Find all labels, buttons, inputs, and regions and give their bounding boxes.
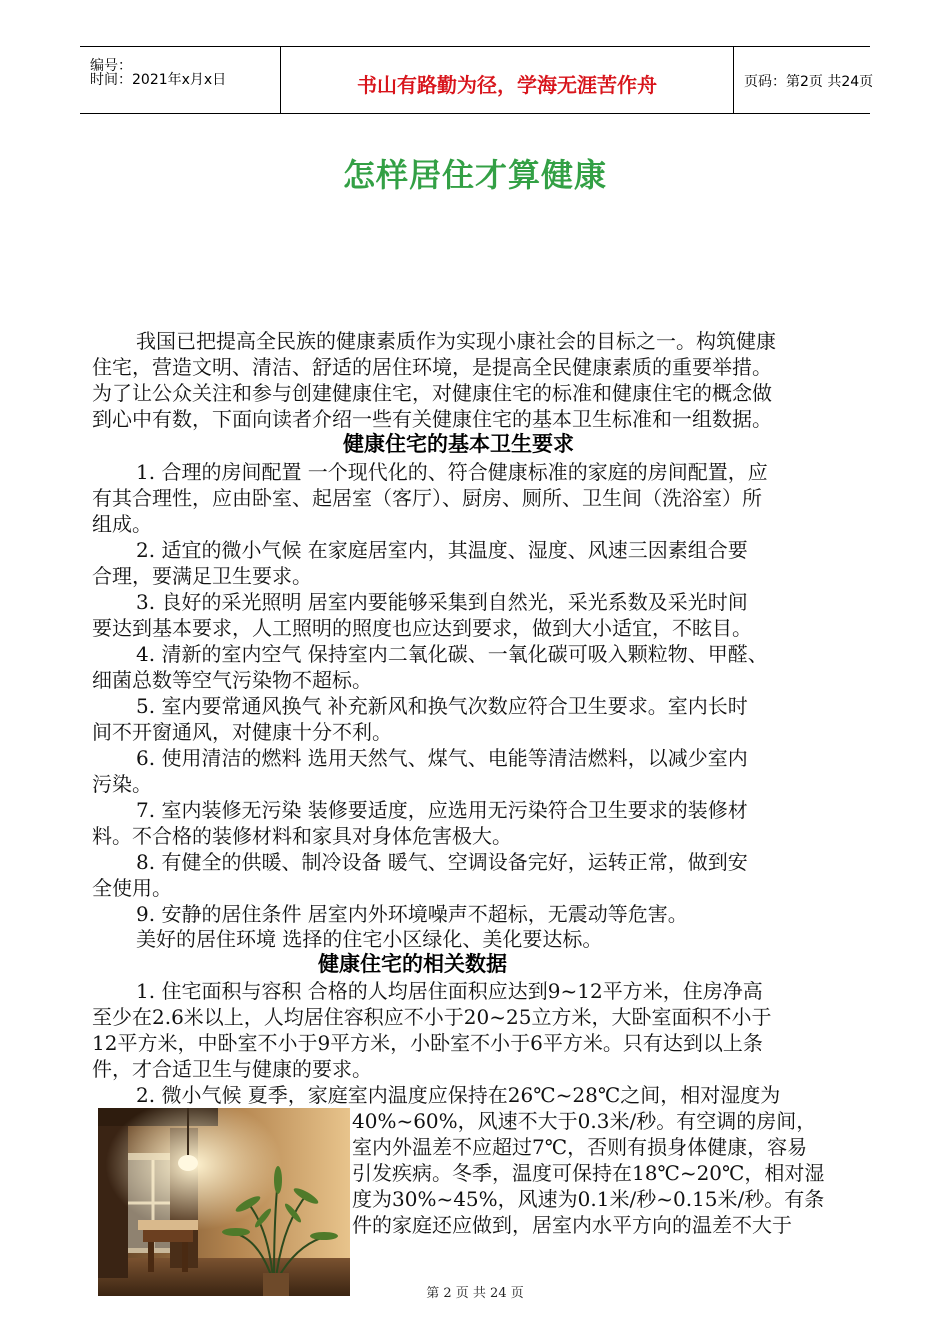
body-line: 12平方米，中卧室不小于9平方米，小卧室不小于6平方米。只有达到以上条 — [92, 1031, 763, 1055]
intro-line: 我国已把提高全民族的健康素质作为实现小康社会的目标之一。构筑健康 — [136, 329, 776, 353]
body-line: 要达到基本要求，人工照明的照度也应达到要求，做到大小适宜，不眩目。 — [92, 616, 752, 640]
body-line: 有其合理性，应由卧室、起居室（客厅）、厨房、厕所、卫生间（洗浴室）所 — [92, 486, 762, 510]
body-line: 7. 室内装修无污染 装修要适度，应选用无污染符合卫生要求的装修材 — [136, 798, 748, 822]
body-line: 件的家庭还应做到，居室内水平方向的温差不大于 — [352, 1213, 792, 1237]
doc-number-label: 编号： — [90, 58, 132, 74]
body-line: 2. 适宜的微小气候 在家庭居室内，其温度、湿度、风速三因素组合要 — [136, 538, 748, 562]
body-line: 2. 微小气候 夏季，家庭室内温度应保持在26℃~28℃之间，相对湿度为 — [136, 1083, 781, 1107]
body-line: 5. 室内要常通风换气 补充新风和换气次数应符合卫生要求。室内长时 — [136, 694, 748, 718]
intro-line: 住宅，营造文明、清洁、舒适的居住环境，是提高全民健康素质的重要举措。 — [92, 355, 772, 379]
intro-line: 为了让公众关注和参与创建健康住宅，对健康住宅的标准和健康住宅的概念做 — [92, 381, 772, 405]
body-line: 件，才合适卫生与健康的要求。 — [92, 1057, 372, 1081]
body-line: 1. 住宅面积与容积 合格的人均居住面积应达到9~12平方米，住房净高 — [136, 979, 763, 1003]
header-table — [80, 46, 874, 114]
body-line: 料。不合格的装修材料和家具对身体危害极大。 — [92, 824, 512, 848]
time-label: 时间：2021年x月x日 — [90, 72, 227, 88]
body-line: 间不开窗通风，对健康十分不利。 — [92, 720, 392, 744]
intro-line: 到心中有数，下面向读者介绍一些有关健康住宅的基本卫生标准和一组数据。 — [92, 407, 772, 431]
body-line: 4. 清新的室内空气 保持室内二氧化碳、一氧化碳可吸入颗粒物、甲醛、 — [136, 642, 768, 666]
header-meta-cell — [80, 47, 280, 113]
motto-text: 书山有路勤为径，学海无涯苦作舟 — [357, 73, 657, 97]
body-line: 40%~60%，风速不大于0.3米/秒。有空调的房间， — [352, 1109, 817, 1133]
body-line: 美好的居住环境 选择的住宅小区绿化、美化要达标。 — [136, 927, 603, 951]
body-line: 合理，要满足卫生要求。 — [92, 564, 312, 588]
page-title: 怎样居住才算健康 — [342, 156, 607, 194]
body-line: 3. 良好的采光照明 居室内要能够采集到自然光，采光系数及采光时间 — [136, 590, 748, 614]
body-line: 组成。 — [92, 512, 152, 536]
header-motto-cell — [280, 47, 734, 113]
body-line: 污染。 — [92, 772, 152, 796]
header-page-cell — [732, 47, 874, 113]
page-footer: 第 2 页 共 24 页 — [426, 1286, 524, 1301]
room-interior-photo — [98, 1108, 350, 1296]
section-heading: 健康住宅的基本卫生要求 — [343, 432, 574, 456]
body-line: 引发疾病。冬季，温度可保持在18℃~20℃，相对湿 — [352, 1161, 825, 1185]
page-info: 页码：第2页 共24页 — [744, 74, 874, 90]
body-line: 室内外温差不应超过7℃，否则有损身体健康，容易 — [352, 1135, 808, 1159]
body-line: 细菌总数等空气污染物不超标。 — [92, 668, 372, 692]
body-line: 9. 安静的居住条件 居室内外环境噪声不超标，无震动等危害。 — [136, 902, 688, 926]
body-line: 1. 合理的房间配置 一个现代化的、符合健康标准的家庭的房间配置，应 — [136, 460, 768, 484]
section-heading: 健康住宅的相关数据 — [318, 952, 507, 976]
body-line: 度为30%~45%，风速为0.1米/秒~0.15米/秒。有条 — [352, 1187, 825, 1211]
body-line: 至少在2.6米以上，人均居住容积应不小于20~25立方米，大卧室面积不小于 — [92, 1005, 772, 1029]
body-line: 全使用。 — [92, 876, 172, 900]
body-line: 6. 使用清洁的燃料 选用天然气、煤气、电能等清洁燃料，以减少室内 — [136, 746, 748, 770]
body-line: 8. 有健全的供暖、制冷设备 暖气、空调设备完好，运转正常，做到安 — [136, 850, 748, 874]
